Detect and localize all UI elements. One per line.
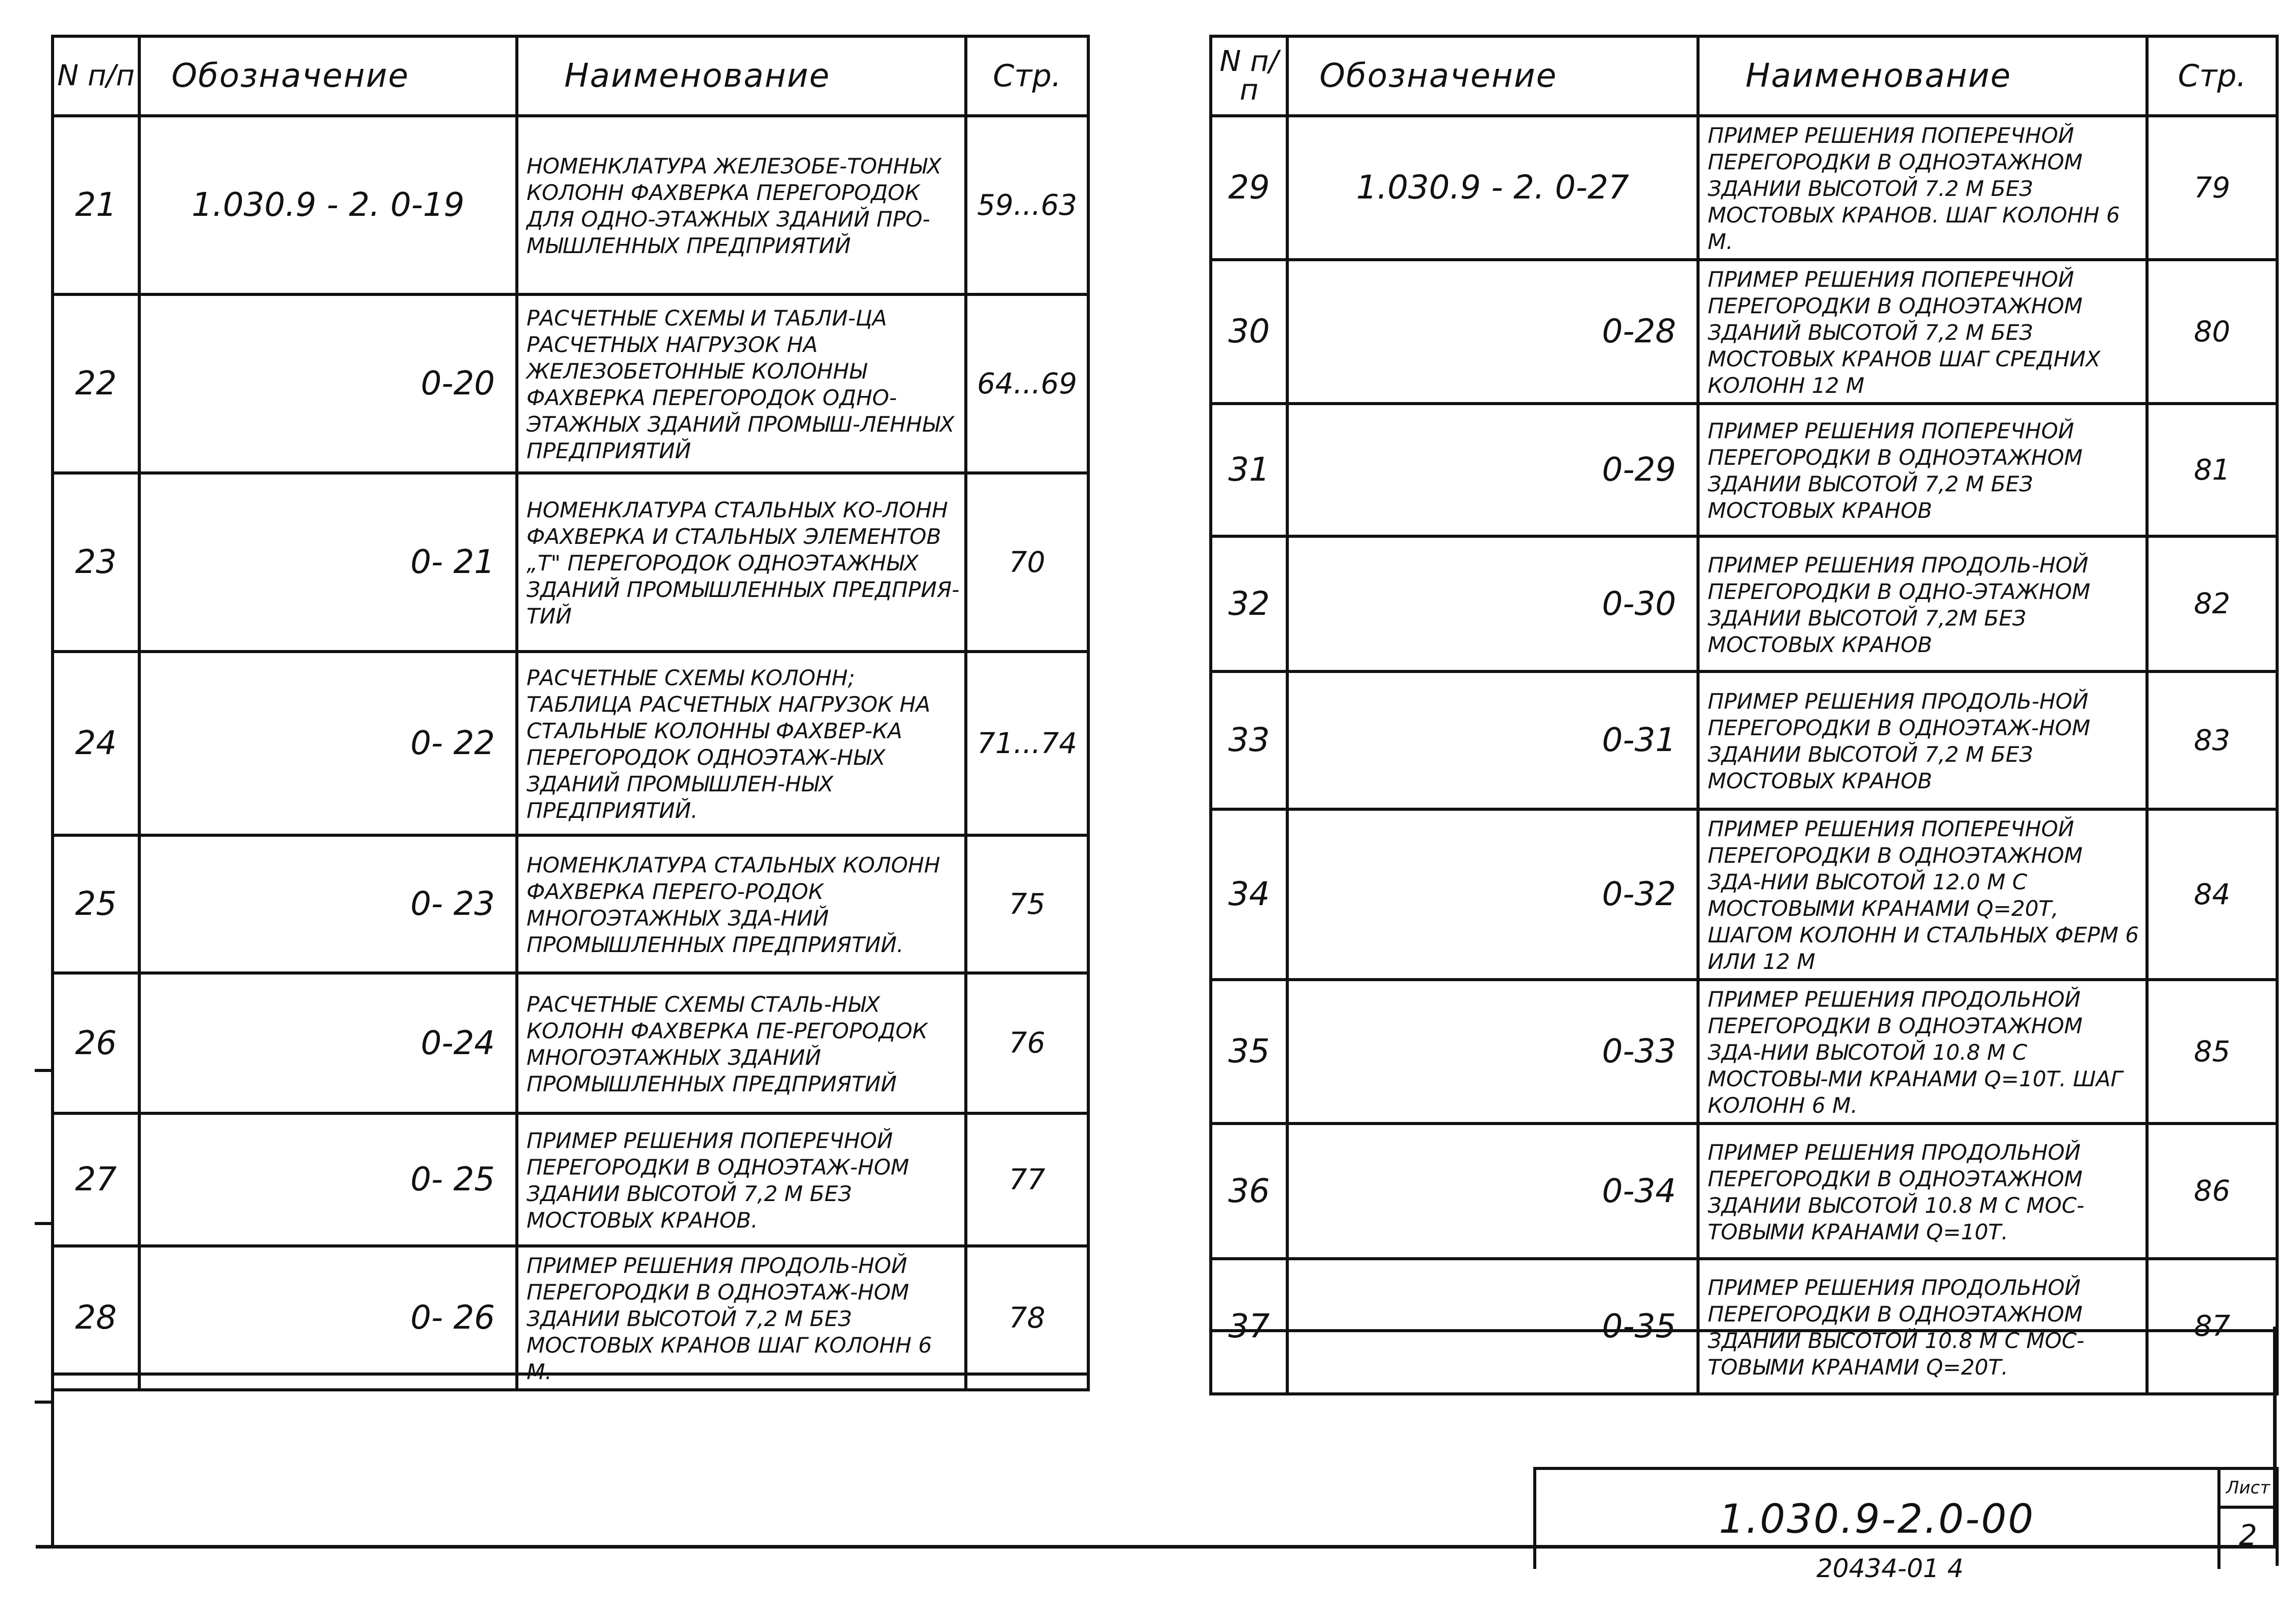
document-code: 1.030.9-2.0-00 <box>1533 1467 2220 1569</box>
row-name: ПРИМЕР РЕШЕНИЯ ПРОДОЛЬ-НОЙ ПЕРЕГОРОДКИ В ОДНОЭТАЖ-НОМ ЗДАНИИ ВЫСОТОЙ 7,2 М БЕЗ МОСТОВЫХ КРАНОВ <box>1698 671 2147 809</box>
row-designation: 0-31 <box>1287 671 1698 809</box>
sheet-number: 2 <box>2217 1506 2279 1566</box>
row-number: 23 <box>53 473 139 652</box>
row-designation: 0-32 <box>1287 809 1698 980</box>
row-number: 26 <box>53 973 139 1113</box>
row-page: 75 <box>966 835 1088 973</box>
table-row <box>53 835 1088 973</box>
table-row <box>53 294 1088 473</box>
row-name: ПРИМЕР РЕШЕНИЯ ПОПЕРЕЧНОЙ ПЕРЕГОРОДКИ В ОДНОЭТАЖНОМ ЗДАНИИ ВЫСОТОЙ 7.2 М БЕЗ МОСТОВЫХ КРАНОВ. ШАГ КОЛОНН 6 М. <box>1698 116 2147 260</box>
row-number: 29 <box>1211 116 1287 260</box>
row-page: 86 <box>2147 1124 2277 1259</box>
row-designation: 0-33 <box>1287 980 1698 1124</box>
row-designation: 0-20 <box>139 294 517 473</box>
row-number: 34 <box>1211 809 1287 980</box>
row-name: ПРИМЕР РЕШЕНИЯ ПРОДОЛЬ-НОЙ ПЕРЕГОРОДКИ В ОДНОЭТАЖ-НОМ ЗДАНИИ ВЫСОТОЙ 7,2 М БЕЗ МОСТОВЫХ КРАНОВ ШАГ КОЛОНН 6 М. <box>517 1246 966 1390</box>
row-page: 77 <box>966 1113 1088 1246</box>
header-designation: Обозначение <box>1287 36 1698 116</box>
table-row <box>53 1113 1088 1246</box>
row-number: 36 <box>1211 1124 1287 1259</box>
table-row <box>1211 116 2277 260</box>
row-number: 37 <box>1211 1259 1287 1394</box>
row-designation: 1.030.9 - 2. 0-19 <box>139 116 517 294</box>
table-header-row <box>1211 36 2277 116</box>
row-number: 25 <box>53 835 139 973</box>
left-contents-table <box>51 35 1090 1391</box>
margin-tick <box>35 1069 53 1072</box>
table-row <box>1211 671 2277 809</box>
row-number: 32 <box>1211 536 1287 671</box>
table-row <box>1211 536 2277 671</box>
row-designation: 0-34 <box>1287 1124 1698 1259</box>
table-row <box>53 473 1088 652</box>
row-name: ПРИМЕР РЕШЕНИЯ ПОПЕРЕЧНОЙ ПЕРЕГОРОДКИ В ОДНОЭТАЖНОМ ЗДАНИЙ ВЫСОТОЙ 7,2 М БЕЗ МОСТОВЫХ КРАНОВ ШАГ СРЕДНИХ КОЛОНН 12 М <box>1698 260 2147 404</box>
row-name: РАСЧЕТНЫЕ СХЕМЫ КОЛОНН; ТАБЛИЦА РАСЧЕТНЫХ НАГРУЗОК НА СТАЛЬНЫЕ КОЛОННЫ ФАХВЕР-КА ПЕРЕГОРОДОК ОДНОЭТАЖ-НЫХ ЗДАНИЙ ПРОМЫШЛЕН-НЫХ ПРЕДПРИЯТИЙ. <box>517 652 966 835</box>
header-number: N п/п <box>53 36 139 116</box>
row-designation: 1.030.9 - 2. 0-27 <box>1287 116 1698 260</box>
table-header-row <box>53 36 1088 116</box>
table-row <box>1211 260 2277 404</box>
row-name: НОМЕНКЛАТУРА ЖЕЛЕЗОБЕ-ТОННЫХ КОЛОНН ФАХВЕРКА ПЕРЕГОРОДОК ДЛЯ ОДНО-ЭТАЖНЫХ ЗДАНИЙ ПРО-МЫШЛЕННЫХ ПРЕДПРИЯТИЙ <box>517 116 966 294</box>
table-row <box>53 652 1088 835</box>
row-designation: 0- 23 <box>139 835 517 973</box>
row-designation: 0-28 <box>1287 260 1698 404</box>
header-page: Стр. <box>2147 36 2277 116</box>
row-designation: 0- 21 <box>139 473 517 652</box>
row-number: 30 <box>1211 260 1287 404</box>
row-page: 71...74 <box>966 652 1088 835</box>
row-number: 21 <box>53 116 139 294</box>
row-page: 78 <box>966 1246 1088 1390</box>
row-page: 76 <box>966 973 1088 1113</box>
row-designation: 0-30 <box>1287 536 1698 671</box>
row-designation: 0- 26 <box>139 1246 517 1390</box>
row-name: ПРИМЕР РЕШЕНИЯ ПРОДОЛЬНОЙ ПЕРЕГОРОДКИ В ОДНОЭТАЖНОМ ЗДАНИИ ВЫСОТОЙ 10.8 М С МОС-ТОВЫМИ КРАНАМИ Q=20Т. <box>1698 1259 2147 1394</box>
row-page: 59...63 <box>966 116 1088 294</box>
header-designation: Обозначение <box>139 36 517 116</box>
row-name: ПРИМЕР РЕШЕНИЯ ПРОДОЛЬ-НОЙ ПЕРЕГОРОДКИ В ОДНО-ЭТАЖНОМ ЗДАНИИ ВЫСОТОЙ 7,2М БЕЗ МОСТОВЫХ КРАНОВ <box>1698 536 2147 671</box>
margin-tick <box>35 1222 53 1225</box>
row-page: 79 <box>2147 116 2277 260</box>
row-page: 84 <box>2147 809 2277 980</box>
table-row <box>1211 1124 2277 1259</box>
row-number: 31 <box>1211 404 1287 536</box>
header-number: N п/п <box>1211 36 1287 116</box>
row-page: 80 <box>2147 260 2277 404</box>
margin-tick <box>35 1401 53 1404</box>
row-page: 70 <box>966 473 1088 652</box>
header-name: Наименование <box>1698 36 2147 116</box>
row-designation: 0-35 <box>1287 1259 1698 1394</box>
row-number: 28 <box>53 1246 139 1390</box>
row-designation: 0- 25 <box>139 1113 517 1246</box>
row-name: РАСЧЕТНЫЕ СХЕМЫ СТАЛЬ-НЫХ КОЛОНН ФАХВЕРКА ПЕ-РЕГОРОДОК МНОГОЭТАЖНЫХ ЗДАНИЙ ПРОМЫШЛЕННЫХ ПРЕДПРИЯТИЙ <box>517 973 966 1113</box>
table-row <box>1211 1259 2277 1394</box>
row-number: 35 <box>1211 980 1287 1124</box>
row-page: 87 <box>2147 1259 2277 1394</box>
row-name: ПРИМЕР РЕШЕНИЯ ПОПЕРЕЧНОЙ ПЕРЕГОРОДКИ В ОДНОЭТАЖНОМ ЗДА-НИИ ВЫСОТОЙ 12.0 М С МОСТОВЫМИ КРАНАМИ Q=20Т, ШАГОМ КОЛОНН И СТАЛЬНЫХ ФЕРМ 6 ИЛИ 12 М <box>1698 809 2147 980</box>
table-row <box>1211 809 2277 980</box>
row-name: ПРИМЕР РЕШЕНИЯ ПОПЕРЕЧНОЙ ПЕРЕГОРОДКИ В ОДНОЭТАЖ-НОМ ЗДАНИИ ВЫСОТОЙ 7,2 М БЕЗ МОСТОВЫХ КРАНОВ. <box>517 1113 966 1246</box>
right-contents-table <box>1209 35 2279 1395</box>
row-page: 82 <box>2147 536 2277 671</box>
row-page: 83 <box>2147 671 2277 809</box>
row-designation: 0-24 <box>139 973 517 1113</box>
frame-left-line <box>51 1373 54 1549</box>
row-number: 24 <box>53 652 139 835</box>
header-name: Наименование <box>517 36 966 116</box>
table-row <box>1211 404 2277 536</box>
row-name: ПРИМЕР РЕШЕНИЯ ПРОДОЛЬНОЙ ПЕРЕГОРОДКИ В ОДНОЭТАЖНОМ ЗДА-НИИ ВЫСОТОЙ 10.8 М С МОСТОВЫ-МИ КРАНАМИ Q=10Т. ШАГ КОЛОНН 6 М. <box>1698 980 2147 1124</box>
row-number: 27 <box>53 1113 139 1246</box>
row-page: 64...69 <box>966 294 1088 473</box>
header-page: Стр. <box>966 36 1088 116</box>
row-name: НОМЕНКЛАТУРА СТАЛЬНЫХ КО-ЛОНН ФАХВЕРКА И СТАЛЬНЫХ ЭЛЕМЕНТОВ „Т" ПЕРЕГОРОДОК ОДНОЭТАЖНЫХ ЗДАНИЙ ПРОМЫШЛЕННЫХ ПРЕДПРИЯ-ТИЙ <box>517 473 966 652</box>
archive-number: 20434-01 4 <box>1816 1554 1964 1583</box>
sheet-label: Лист <box>2217 1467 2279 1509</box>
row-designation: 0- 22 <box>139 652 517 835</box>
row-name: ПРИМЕР РЕШЕНИЯ ПРОДОЛЬНОЙ ПЕРЕГОРОДКИ В ОДНОЭТАЖНОМ ЗДАНИИ ВЫСОТОЙ 10.8 М С МОС-ТОВЫМИ КРАНАМИ Q=10Т. <box>1698 1124 2147 1259</box>
row-name: РАСЧЕТНЫЕ СХЕМЫ И ТАБЛИ-ЦА РАСЧЕТНЫХ НАГРУЗОК НА ЖЕЛЕЗОБЕТОННЫЕ КОЛОННЫ ФАХВЕРКА ПЕРЕГОРОДОК ОДНО-ЭТАЖНЫХ ЗДАНИЙ ПРОМЫШ-ЛЕННЫХ ПРЕДПРИЯТИЙ <box>517 294 966 473</box>
row-page: 85 <box>2147 980 2277 1124</box>
table-row <box>53 116 1088 294</box>
row-designation: 0-29 <box>1287 404 1698 536</box>
table-row <box>53 973 1088 1113</box>
row-number: 33 <box>1211 671 1287 809</box>
row-name: ПРИМЕР РЕШЕНИЯ ПОПЕРЕЧНОЙ ПЕРЕГОРОДКИ В ОДНОЭТАЖНОМ ЗДАНИИ ВЫСОТОЙ 7,2 М БЕЗ МОСТОВЫХ КРАНОВ <box>1698 404 2147 536</box>
row-name: НОМЕНКЛАТУРА СТАЛЬНЫХ КОЛОНН ФАХВЕРКА ПЕРЕГО-РОДОК МНОГОЭТАЖНЫХ ЗДА-НИЙ ПРОМЫШЛЕННЫХ ПРЕДПРИЯТИЙ. <box>517 835 966 973</box>
row-number: 22 <box>53 294 139 473</box>
table-row <box>1211 980 2277 1124</box>
table-row <box>53 1246 1088 1390</box>
row-page: 81 <box>2147 404 2277 536</box>
